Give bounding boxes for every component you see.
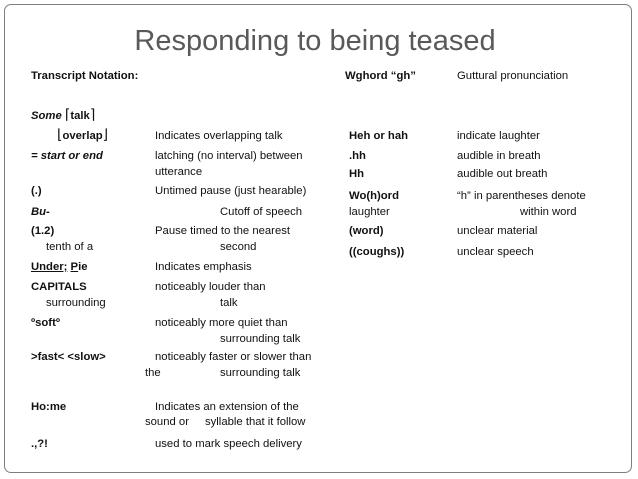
soft-symbol: ºsoftº bbox=[31, 317, 60, 329]
extension-desc-line2: syllable that it follow bbox=[205, 416, 306, 428]
overlap-example-bottom bbox=[57, 127, 108, 143]
overlap-open-top-bracket: ⌈ bbox=[64, 106, 71, 122]
in-breath-desc: audible in breath bbox=[457, 150, 541, 162]
emphasis-symbol bbox=[31, 260, 88, 274]
pause-symbol: (.) bbox=[31, 185, 42, 197]
timed-pause-symbol: (1.2) bbox=[31, 225, 55, 237]
header-transcript-notation: Transcript Notation: bbox=[31, 70, 139, 82]
timed-pause-desc-line1: Pause timed to the nearest bbox=[155, 225, 291, 237]
speed-desc-the: the bbox=[145, 367, 161, 379]
out-breath-desc: audible out breath bbox=[457, 168, 548, 180]
out-breath-symbol: Hh bbox=[349, 168, 365, 180]
emphasis-desc: Indicates emphasis bbox=[155, 261, 252, 273]
extension-desc-line1: Indicates an extension of the bbox=[155, 401, 299, 413]
in-breath-symbol: .hh bbox=[349, 150, 366, 162]
overlap-word-some: Some bbox=[31, 110, 62, 122]
speed-symbol: >fast< <slow> bbox=[31, 351, 106, 363]
speed-desc-line1: noticeably faster or slower than bbox=[155, 351, 312, 363]
overlap-open-bottom-bracket: ⌊ bbox=[57, 126, 63, 142]
overlap-word-overlap: overlap bbox=[62, 130, 103, 142]
laughter-desc: indicate laughter bbox=[457, 130, 540, 142]
unclear-word-symbol: (word) bbox=[349, 225, 384, 237]
coughs-symbol: ((coughs)) bbox=[349, 246, 405, 258]
capitals-desc-line2: talk bbox=[220, 297, 238, 309]
wohord-symbol-line2: laughter bbox=[349, 206, 390, 218]
latching-desc-line2: utterance bbox=[155, 166, 203, 178]
slide-title: Responding to being teased bbox=[134, 25, 496, 57]
overlap-desc: Indicates overlapping talk bbox=[155, 130, 283, 142]
pause-desc: Untimed pause (just hearable) bbox=[155, 185, 307, 197]
coughs-desc: unclear speech bbox=[457, 246, 534, 258]
capitals-symbol: CAPITALS bbox=[31, 281, 87, 293]
speed-desc-line2: surrounding talk bbox=[220, 367, 301, 379]
extension-symbol: Ho:me bbox=[31, 401, 67, 413]
overlap-word-talk: talk bbox=[70, 110, 90, 122]
soft-desc-line1: noticeably more quiet than bbox=[155, 317, 288, 329]
header-wghord: Wghord “gh” bbox=[345, 70, 416, 82]
latching-symbol: = start or end bbox=[31, 150, 103, 162]
soft-desc-line2: surrounding talk bbox=[220, 333, 301, 345]
extension-desc-sound: sound or bbox=[145, 416, 189, 428]
emphasis-p: P bbox=[70, 261, 79, 273]
wohord-symbol: Wo(h)ord bbox=[349, 190, 399, 202]
capitals-symbol-line2: surrounding bbox=[46, 297, 106, 309]
punctuation-symbol: .,?! bbox=[31, 438, 48, 450]
unclear-word-desc: unclear material bbox=[457, 225, 538, 237]
timed-pause-desc-line2: second bbox=[220, 241, 257, 253]
wohord-desc-line1: “h” in parentheses denote bbox=[457, 190, 586, 202]
overlap-example-top bbox=[31, 107, 95, 123]
emphasis-ie: ie bbox=[78, 261, 88, 273]
capitals-desc-line1: noticeably louder than bbox=[155, 281, 266, 293]
emphasis-under: Under; bbox=[31, 261, 68, 273]
overlap-close-top-bracket: ⌉ bbox=[89, 106, 96, 122]
cutoff-desc: Cutoff of speech bbox=[220, 206, 303, 218]
wohord-desc-line2: within word bbox=[520, 206, 577, 218]
laughter-symbol: Heh or hah bbox=[349, 130, 408, 142]
punctuation-desc: used to mark speech delivery bbox=[155, 438, 302, 450]
latching-desc-line1: latching (no interval) between bbox=[155, 150, 303, 162]
cutoff-symbol: Bu- bbox=[31, 206, 50, 218]
timed-pause-symbol-line2: tenth of a bbox=[46, 241, 94, 253]
header-guttural: Guttural pronunciation bbox=[457, 70, 569, 82]
overlap-close-bottom-bracket: ⌋ bbox=[102, 126, 109, 142]
